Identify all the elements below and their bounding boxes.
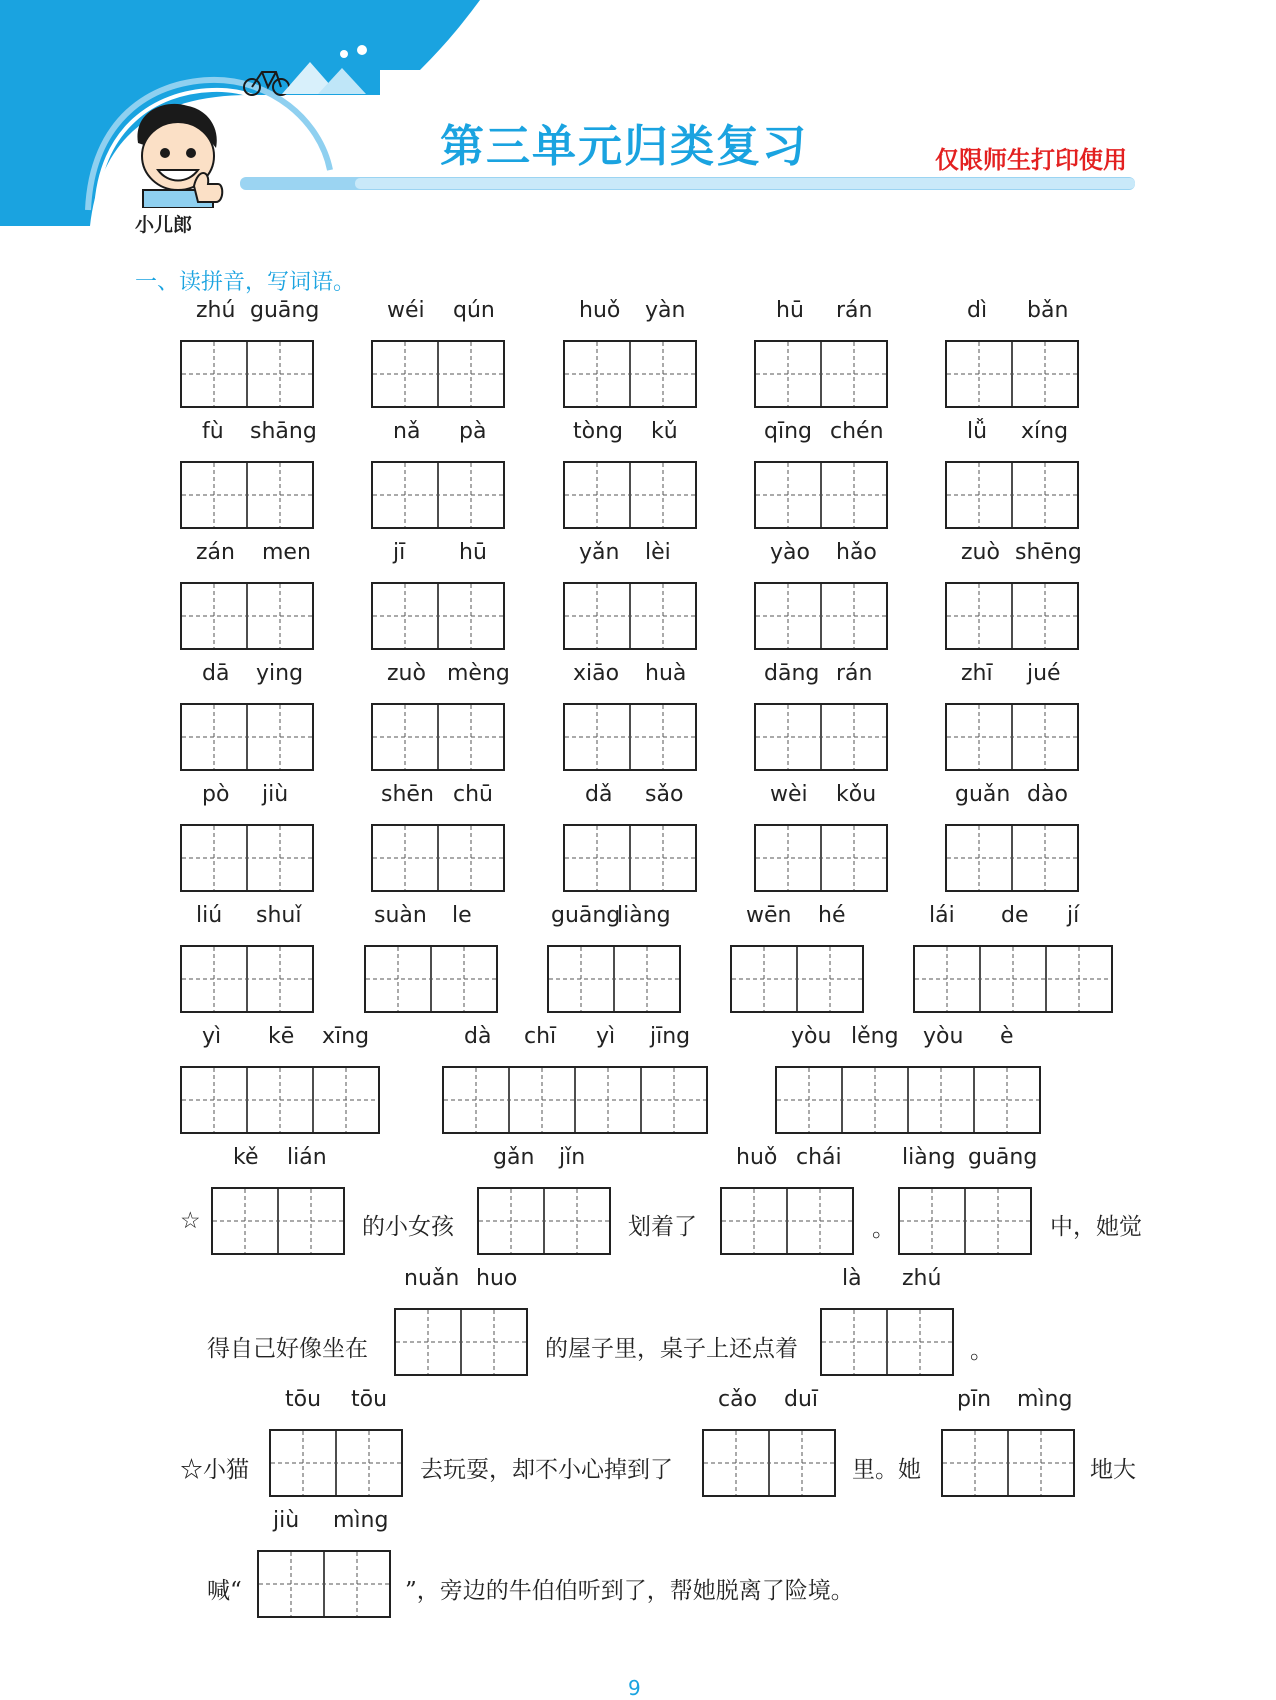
pinyin-syllable: zhī — [961, 661, 993, 686]
pinyin-syllable: chái — [796, 1145, 842, 1170]
writing-grid[interactable] — [941, 1429, 1075, 1501]
pinyin-syllable: shuǐ — [256, 903, 302, 928]
pinyin-syllable: xīng — [322, 1024, 370, 1049]
pinyin-syllable: là — [842, 1266, 862, 1291]
pinyin-syllable: chī — [524, 1024, 557, 1049]
pinyin-syllable: yàn — [645, 298, 686, 323]
writing-grid[interactable] — [754, 340, 888, 412]
pinyin-syllable: dā — [202, 661, 230, 686]
pinyin-syllable: pà — [459, 419, 487, 444]
pinyin-syllable: qún — [453, 298, 495, 323]
pinyin-syllable: huo — [476, 1266, 518, 1291]
page-title: 第三单元归类复习 — [440, 121, 808, 172]
section-heading: 一、读拼音，写词语。 — [135, 270, 356, 295]
pinyin-syllable: mìng — [333, 1508, 389, 1533]
pinyin-syllable: lián — [287, 1145, 327, 1170]
writing-grid[interactable] — [754, 582, 888, 654]
pinyin-syllable: chū — [453, 782, 493, 807]
boy-avatar — [128, 98, 228, 208]
pinyin-syllable: jī — [393, 540, 406, 565]
pinyin-syllable: nǎ — [393, 419, 421, 444]
writing-grid[interactable] — [563, 340, 697, 412]
pinyin-syllable: rán — [836, 298, 873, 323]
page-number: 9 — [628, 1676, 641, 1700]
pinyin-syllable: jiù — [262, 782, 289, 807]
brand-name: 小儿郎 — [135, 214, 193, 236]
pinyin-syllable: jǐn — [559, 1145, 586, 1170]
pinyin-syllable: kǔ — [651, 419, 678, 444]
sentence-text: 中，她觉 — [1050, 1214, 1142, 1240]
writing-grid[interactable] — [394, 1308, 528, 1380]
writing-grid[interactable] — [563, 703, 697, 775]
sentence-text: 里。她 — [852, 1457, 921, 1483]
writing-grid[interactable] — [754, 703, 888, 775]
pinyin-syllable: zhú — [902, 1266, 942, 1291]
pinyin-syllable: guǎn — [955, 782, 1011, 807]
pinyin-syllable: rán — [836, 661, 873, 686]
pinyin-syllable: huǒ — [736, 1145, 778, 1170]
pinyin-syllable: gǎn — [493, 1145, 535, 1170]
pinyin-syllable: huà — [645, 661, 687, 686]
writing-grid[interactable] — [180, 703, 314, 775]
pinyin-syllable: kē — [268, 1024, 295, 1049]
pinyin-syllable: guāng — [968, 1145, 1038, 1170]
writing-grid[interactable] — [945, 582, 1079, 654]
pinyin-syllable: guāng — [551, 903, 621, 928]
writing-grid[interactable] — [180, 945, 314, 1017]
sentence-text: ”，旁边的牛伯伯听到了，帮她脱离了险境。 — [405, 1578, 854, 1604]
pinyin-syllable: men — [262, 540, 311, 565]
writing-grid[interactable] — [820, 1308, 954, 1380]
pinyin-syllable: liàng — [902, 1145, 956, 1170]
pinyin-syllable: tōu — [285, 1387, 322, 1412]
pinyin-syllable: chén — [830, 419, 884, 444]
pinyin-syllable: dì — [967, 298, 988, 323]
writing-grid[interactable] — [547, 945, 681, 1017]
pinyin-syllable: wēn — [746, 903, 792, 928]
writing-grid[interactable] — [754, 824, 888, 896]
writing-grid[interactable] — [563, 582, 697, 654]
writing-grid[interactable] — [371, 824, 505, 896]
writing-grid[interactable] — [180, 824, 314, 896]
writing-grid[interactable] — [371, 461, 505, 533]
pinyin-syllable: dǎ — [585, 782, 613, 807]
pinyin-syllable: hū — [459, 540, 487, 565]
pinyin-syllable: fù — [202, 419, 224, 444]
pinyin-syllable: lái — [929, 903, 955, 928]
writing-grid[interactable] — [945, 703, 1079, 775]
pinyin-syllable: dāng — [764, 661, 820, 686]
pinyin-syllable: liàng — [617, 903, 671, 928]
star-marker: ☆ — [180, 1208, 201, 1234]
writing-grid[interactable] — [180, 1066, 380, 1138]
sentence-text: 。 — [872, 1216, 895, 1242]
writing-grid[interactable] — [364, 945, 498, 1017]
pinyin-syllable: tōu — [351, 1387, 388, 1412]
pinyin-syllable: yòu — [791, 1024, 832, 1049]
pinyin-syllable: mìng — [1017, 1387, 1073, 1412]
writing-grid[interactable] — [371, 703, 505, 775]
pinyin-syllable: hǎo — [836, 540, 877, 565]
sentence-text: 得自己好像坐在 — [207, 1336, 368, 1362]
pinyin-syllable: jīng — [650, 1024, 691, 1049]
writing-grid[interactable] — [945, 461, 1079, 533]
pinyin-syllable: mèng — [447, 661, 510, 686]
pinyin-syllable: wèi — [770, 782, 808, 807]
pinyin-syllable: tòng — [573, 419, 623, 444]
pinyin-syllable: nuǎn — [404, 1266, 460, 1291]
pinyin-syllable: duī — [784, 1387, 819, 1412]
pinyin-syllable: lěng — [851, 1024, 899, 1049]
writing-grid[interactable] — [269, 1429, 403, 1501]
print-restriction-note: 仅限师生打印使用 — [935, 146, 1127, 174]
pinyin-syllable: cǎo — [718, 1387, 758, 1412]
sentence-text: 。 — [970, 1338, 993, 1364]
writing-grid[interactable] — [945, 340, 1079, 412]
pinyin-syllable: ying — [256, 661, 304, 686]
pinyin-syllable: zuò — [961, 540, 1000, 565]
pinyin-syllable: zhú — [196, 298, 236, 323]
pinyin-syllable: kǒu — [836, 782, 877, 807]
pinyin-syllable: zán — [196, 540, 235, 565]
sentence-text: 去玩耍，却不小心掉到了 — [420, 1457, 673, 1483]
pinyin-syllable: xíng — [1021, 419, 1069, 444]
pinyin-syllable: hé — [818, 903, 846, 928]
writing-grid[interactable] — [730, 945, 864, 1017]
writing-grid[interactable] — [702, 1429, 836, 1501]
pinyin-syllable: è — [1000, 1024, 1014, 1049]
pinyin-syllable: qīng — [764, 419, 812, 444]
writing-grid[interactable] — [211, 1187, 345, 1259]
writing-grid[interactable] — [371, 340, 505, 412]
pinyin-syllable: de — [1001, 903, 1029, 928]
pinyin-syllable: bǎn — [1027, 298, 1069, 323]
pinyin-syllable: dào — [1027, 782, 1068, 807]
pinyin-syllable: pò — [202, 782, 230, 807]
pinyin-syllable: guāng — [250, 298, 320, 323]
writing-grid[interactable] — [754, 461, 888, 533]
sentence-text: 的小女孩 — [362, 1214, 454, 1240]
pinyin-syllable: dà — [464, 1024, 492, 1049]
pinyin-syllable: liú — [196, 903, 223, 928]
sentence-text: 地大 — [1090, 1457, 1136, 1483]
writing-grid[interactable] — [180, 582, 314, 654]
pinyin-syllable: shāng — [250, 419, 317, 444]
pinyin-syllable: jí — [1067, 903, 1080, 928]
writing-grid[interactable] — [913, 945, 1113, 1017]
pinyin-syllable: huǒ — [579, 298, 621, 323]
pinyin-syllable: yòu — [923, 1024, 964, 1049]
writing-grid[interactable] — [477, 1187, 611, 1259]
pinyin-syllable: suàn — [374, 903, 427, 928]
pinyin-syllable: yào — [770, 540, 810, 565]
star-marker: ☆小猫 — [180, 1457, 249, 1483]
pinyin-syllable: zuò — [387, 661, 426, 686]
writing-grid[interactable] — [180, 461, 314, 533]
pinyin-syllable: yì — [202, 1024, 222, 1049]
pinyin-syllable: jiù — [273, 1508, 300, 1533]
pinyin-syllable: shēn — [381, 782, 434, 807]
writing-grid[interactable] — [180, 340, 314, 412]
writing-grid[interactable] — [442, 1066, 708, 1138]
pinyin-syllable: jué — [1027, 661, 1061, 686]
writing-grid[interactable] — [720, 1187, 854, 1259]
pinyin-syllable: xiāo — [573, 661, 620, 686]
writing-grid[interactable] — [945, 824, 1079, 896]
pinyin-syllable: yì — [596, 1024, 616, 1049]
pinyin-syllable: le — [452, 903, 472, 928]
writing-grid[interactable] — [898, 1187, 1032, 1259]
pinyin-syllable: pīn — [957, 1387, 992, 1412]
pinyin-syllable: lèi — [645, 540, 671, 565]
pinyin-syllable: wéi — [387, 298, 425, 323]
pinyin-syllable: shēng — [1015, 540, 1082, 565]
pinyin-syllable: lǚ — [967, 419, 988, 444]
sentence-text: 的屋子里，桌子上还点着 — [545, 1336, 798, 1362]
writing-grid[interactable] — [775, 1066, 1041, 1138]
pinyin-syllable: yǎn — [579, 540, 620, 565]
pinyin-syllable: hū — [776, 298, 804, 323]
writing-grid[interactable] — [563, 824, 697, 896]
writing-grid[interactable] — [371, 582, 505, 654]
writing-grid[interactable] — [257, 1550, 391, 1622]
sentence-text: 喊“ — [207, 1578, 242, 1604]
sentence-text: 划着了 — [628, 1214, 697, 1240]
pinyin-syllable: kě — [233, 1145, 259, 1170]
pinyin-syllable: sǎo — [645, 782, 684, 807]
writing-grid[interactable] — [563, 461, 697, 533]
